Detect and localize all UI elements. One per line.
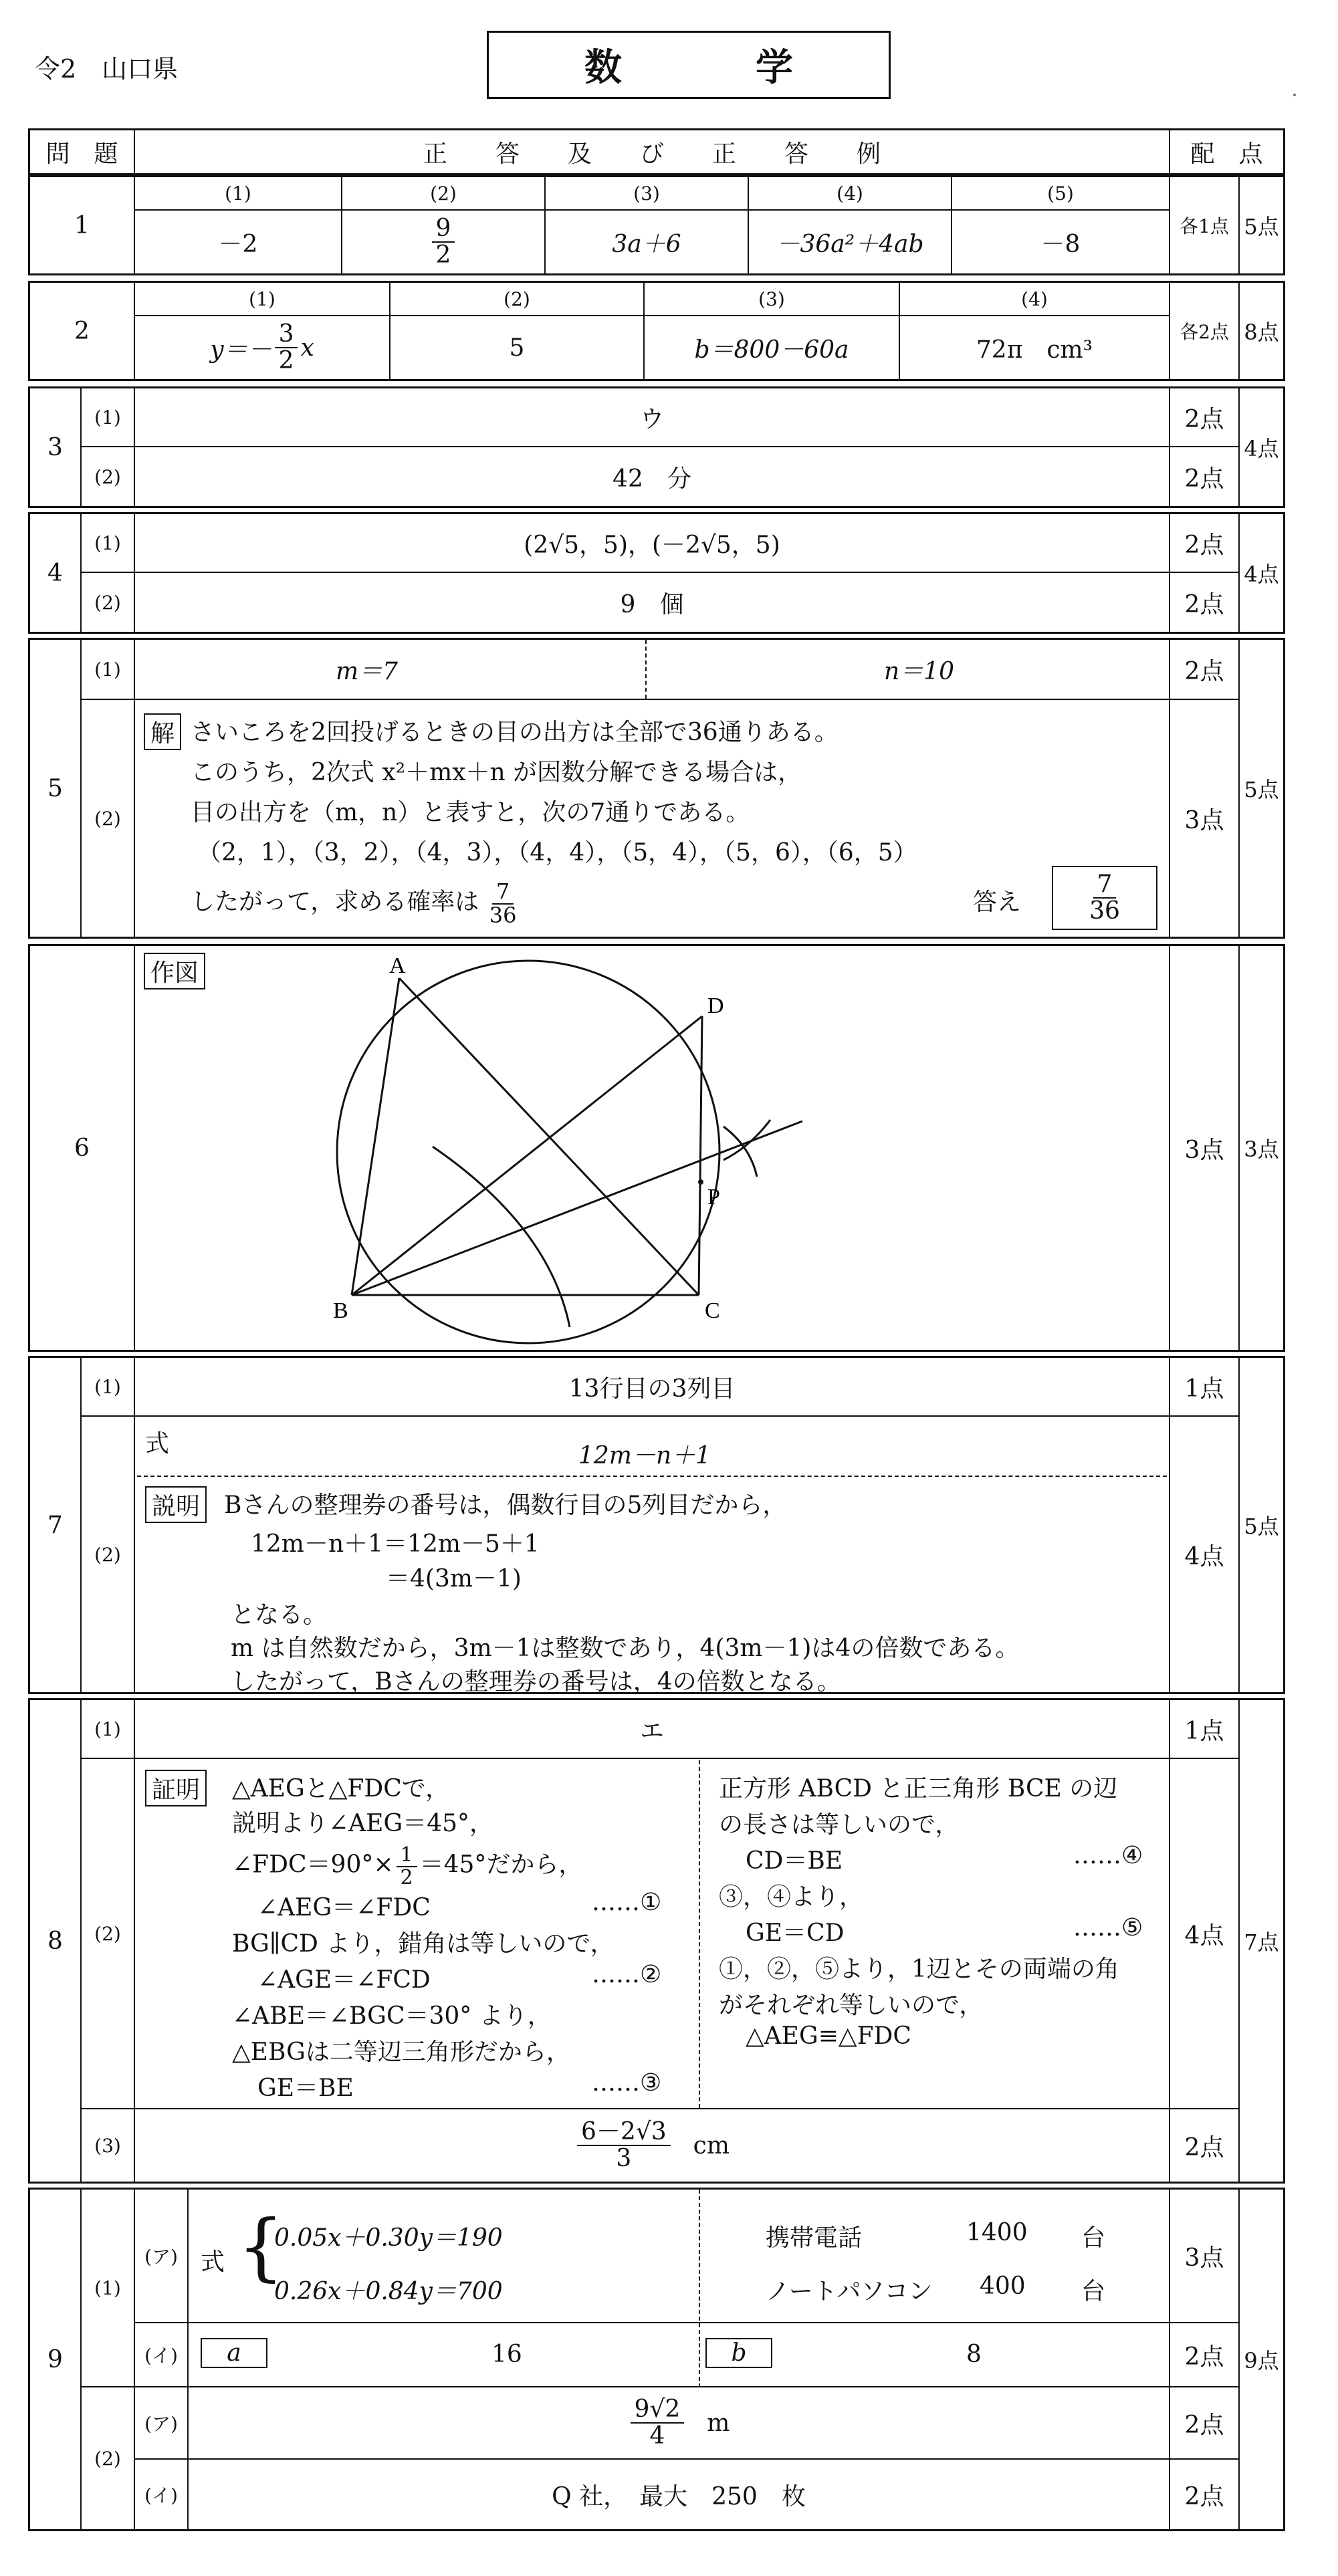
question-5 [28, 638, 1285, 939]
q4-answer-1: (2√5，5)，(－2√5，5) [135, 514, 1169, 573]
subject-b: 学 [756, 45, 793, 90]
header-answer: 正 答 及 び 正 答 例 [423, 140, 881, 168]
q6-construction-figure [135, 946, 1169, 1350]
q9-2a-label: (ア) [135, 2387, 189, 2460]
q9-phone-unit: 台 [1081, 2224, 1106, 2252]
q5-number: 5 [30, 640, 82, 937]
q5-answer-m: m＝7 [336, 657, 399, 685]
question-8 [28, 1698, 1285, 2184]
q2-a1-pre: y＝－ [210, 336, 272, 364]
q1-each: 各1点 [1169, 177, 1240, 273]
q4-sub-2: (2) [82, 573, 135, 632]
q9-1i-area [189, 2323, 1169, 2387]
q5-line-4: （2，1），（3，2），（4，3），（4，4），（5，4），（5，6），（6，5） [197, 839, 917, 866]
label-a: A [389, 953, 406, 978]
q8-left-9: ……② [592, 1961, 662, 1988]
q8-half-num: 1 [397, 1845, 417, 1867]
q8-right-7: ……⑤ [1073, 1914, 1143, 1942]
q8-left-3b: ＝45°だから， [419, 1851, 583, 1879]
q5-ans-den: 36 [1089, 897, 1120, 925]
q1-label-3: (3) [546, 177, 749, 211]
q7-shiki-label: 式 [145, 1430, 170, 1457]
q9-value-a: 16 [491, 2341, 522, 2368]
label-b: B [333, 1298, 348, 1323]
q7-answer-1: 13行目の3列目 [135, 1358, 1169, 1417]
q9-2a-unit: m [707, 2409, 730, 2437]
q7-expression: 12m－n＋1 [578, 1442, 711, 1470]
q9-phone-label: 携帯電話 [766, 2224, 863, 2252]
q8-a3-unit: cm [693, 2131, 730, 2159]
q7-points-2: 4点 [1169, 1417, 1240, 1692]
q2-number: 2 [30, 283, 135, 379]
header-left: 令2 山口県 [35, 54, 179, 84]
q8-half-den: 2 [400, 1865, 413, 1889]
q8-answer-3 [135, 2109, 1169, 2182]
question-7 [28, 1356, 1285, 1694]
q5-frac-num: 7 [492, 881, 514, 905]
q2-answer-3: b＝800－60a [645, 316, 900, 379]
q8-left-3a: ∠FDC＝90°× [232, 1851, 394, 1879]
q8-left-2: 説明より∠AEG＝45°， [232, 1810, 494, 1837]
q9-number: 9 [30, 2190, 82, 2529]
q9-points-1a: 3点 [1169, 2190, 1240, 2323]
q2-total: 8点 [1244, 320, 1279, 345]
q1-label-1: (1) [135, 177, 342, 211]
q8-left-7: BG∥CD より，錯角は等しいので， [232, 1930, 615, 1958]
q5-ans-num: 7 [1093, 872, 1117, 899]
q9-brace: { [237, 2204, 284, 2289]
q9-2a-answer [189, 2387, 1169, 2460]
q4-answer-2: 9 個 [620, 590, 684, 618]
q8-number: 8 [30, 1700, 82, 2182]
q1-label-5: (5) [952, 177, 1169, 211]
header-score: 配 点 [1169, 130, 1283, 173]
q3-answer-2: 42 分 [612, 465, 691, 493]
q2-answer-2: 5 [391, 316, 645, 379]
question-6 [28, 944, 1285, 1352]
q8-points-1: 1点 [1169, 1700, 1240, 1759]
q4-number: 4 [30, 514, 82, 632]
q7-line-5: m は自然数だから，3m－1は整数であり，4(3m－1)は4の倍数である。 [231, 1635, 1020, 1662]
q1-total: 5点 [1244, 214, 1279, 239]
q9-1a-label: (ア) [135, 2190, 189, 2323]
q9-phone-count: 1400 [966, 2219, 1028, 2246]
q5-answer-box [1052, 866, 1157, 930]
q7-line-1: Bさんの整理券の番号は，偶数行目の5列目だから， [224, 1492, 787, 1519]
q7-line-4: となる。 [231, 1601, 328, 1629]
q7-line-3: ＝4(3m－1) [386, 1565, 522, 1593]
q5-row-1 [135, 640, 1169, 700]
q8-a3-num: 6－2√3 [577, 2119, 671, 2146]
q7-points-1: 1点 [1169, 1358, 1240, 1417]
q9-pc-count: 400 [980, 2272, 1026, 2300]
q5-line-3: 目の出方を（m，n）と表すと，次の7通りである。 [191, 799, 750, 826]
subject-title [487, 31, 891, 99]
q9-points-2i: 2点 [1169, 2460, 1240, 2529]
construction-arc-cross-2 [723, 1127, 757, 1177]
q8-sub-2: (2) [82, 1759, 135, 2109]
q6-number: 6 [30, 946, 135, 1350]
q8-divider [699, 1760, 700, 2108]
q1-a2-den: 2 [435, 241, 451, 269]
q9-pc-label: ノートパソコン [766, 2278, 933, 2305]
q8-left-5: ∠AEG＝∠FDC [257, 1894, 431, 1921]
q4-points-1: 2点 [1169, 514, 1240, 573]
q8-left-8: ∠AGE＝∠FCD [257, 1966, 431, 1994]
construction-arc-cross-1 [723, 1120, 770, 1160]
q3-number: 3 [30, 388, 82, 506]
q8-right-5: ③，④より， [719, 1883, 864, 1911]
q3-answer-1: ウ [135, 388, 1169, 447]
circle [337, 961, 719, 1343]
q3-sub-1: (1) [82, 388, 135, 447]
q5-conclusion [191, 881, 519, 927]
q9-2i-answer: Q 社， 最大 250 枚 [552, 2482, 806, 2510]
q9-value-b: 8 [966, 2341, 982, 2368]
q8-right-2: の長さは等しいので， [719, 1811, 960, 1839]
q9-sub-2: (2) [82, 2387, 135, 2529]
q9-eq-1: 0.05x＋0.30y＝190 [274, 2224, 503, 2252]
subject-a: 数 [584, 45, 622, 90]
q4-points-2: 2点 [1169, 573, 1240, 632]
q8-left-3 [232, 1845, 582, 1888]
q8-left-10: ∠ABE＝∠BGC＝30° より， [232, 2002, 552, 2030]
q9-box-a: a [201, 2338, 267, 2368]
q5-conclusion-text: したがって，求める確率は [191, 888, 479, 916]
q1-answer-2 [342, 211, 546, 273]
q9-box-b: b [705, 2338, 772, 2368]
q1-a2-num: 9 [432, 216, 455, 243]
q1-label-4: (4) [749, 177, 952, 211]
q5-answer-label: 答え [973, 889, 1022, 916]
q5-points-1: 2点 [1169, 640, 1240, 700]
q9-1i-label: (イ) [135, 2323, 189, 2387]
q2-label-1: (1) [135, 283, 391, 316]
q1-number: 1 [30, 177, 135, 273]
q9-2a-num: 9√2 [631, 2397, 685, 2424]
q6-label: 作図 [144, 953, 205, 989]
q2-label-4: (4) [900, 283, 1169, 316]
point-p-dot [698, 1179, 703, 1185]
q5-line-1: さいころを2回投げるときの目の出方は全部で36通りある。 [191, 719, 839, 746]
q4-total: 4点 [1244, 562, 1279, 587]
q1-answer-5: －8 [1040, 230, 1081, 258]
q3-points-1: 2点 [1169, 388, 1240, 447]
segment-ab [352, 978, 399, 1295]
q8-left-13: ……③ [592, 2069, 662, 2097]
q8-points-2: 4点 [1169, 1759, 1240, 2109]
q9-points-1i: 2点 [1169, 2323, 1240, 2387]
segment-dc [699, 1016, 702, 1295]
q3-points-2: 2点 [1169, 447, 1240, 506]
q7-sub-2: (2) [82, 1417, 135, 1692]
q8-points-3: 2点 [1169, 2109, 1240, 2182]
q8-right-3: CD＝BE [746, 1847, 843, 1875]
question-3 [28, 386, 1285, 508]
q6-total: 3点 [1244, 1137, 1279, 1162]
q8-left-6: ……① [592, 1889, 662, 1916]
q9-pc-unit: 台 [1081, 2278, 1106, 2305]
bisector-line [352, 1121, 802, 1295]
q3-sub-2: (2) [82, 447, 135, 506]
q7-divider [137, 1476, 1167, 1477]
q8-right-9: がそれぞれ等しいので， [719, 1992, 984, 2019]
q8-sub-1: (1) [82, 1700, 135, 1759]
q5-answer-n: n＝10 [884, 657, 954, 685]
q5-sub-1: (1) [82, 640, 135, 700]
q2-answer-4: 72π cm³ [976, 336, 1093, 364]
q5-kai-label: 解 [144, 713, 181, 750]
segment-bd [352, 1016, 702, 1295]
q7-setsumei-label: 説明 [145, 1486, 207, 1523]
q8-right-8: ①，②，⑤より，1辺とその両端の角 [719, 1956, 1119, 1983]
q9-2i-label: (イ) [135, 2460, 189, 2529]
q4-sub-1: (1) [82, 514, 135, 573]
label-p: P [707, 1185, 720, 1209]
q5-line-2: このうち，2次式 x²＋mx＋n が因数分解できる場合は， [191, 759, 802, 786]
q7-line-2: 12m－n＋1＝12m－5＋1 [251, 1530, 540, 1558]
q2-label-2: (2) [391, 283, 645, 316]
q8-right-6: GE＝CD [746, 1919, 845, 1947]
q7-sub-1: (1) [82, 1358, 135, 1417]
q8-right-10: △AEG≡△FDC [746, 2022, 911, 2050]
q8-a3-den: 3 [616, 2145, 632, 2172]
q5-sub-2: (2) [82, 700, 135, 937]
q9-eq-2: 0.26x＋0.84y＝700 [274, 2278, 503, 2305]
question-1 [28, 175, 1285, 275]
q2-a1-den: 2 [278, 347, 294, 374]
q9-shiki-label: 式 [201, 2248, 225, 2276]
label-d: D [707, 993, 724, 1018]
q7-line-6: したがって，Bさんの整理券の番号は，4の倍数となる。 [231, 1668, 841, 1695]
q8-total: 7点 [1244, 1929, 1279, 1955]
question-9 [28, 2188, 1285, 2531]
q9-sub-1: (1) [82, 2190, 135, 2387]
label-c: C [705, 1298, 720, 1323]
q5-points-2: 3点 [1169, 700, 1240, 937]
q8-sub-3: (3) [82, 2109, 135, 2182]
q2-a1-num: 3 [275, 322, 298, 348]
q2-a1-post: x [300, 334, 314, 362]
q7-number: 7 [30, 1358, 82, 1692]
question-4 [28, 512, 1285, 634]
q9-2a-den: 4 [649, 2422, 665, 2450]
q8-left-1: △AEGと△FDCで， [232, 1775, 450, 1802]
q2-label-3: (3) [645, 283, 900, 316]
q6-points: 3点 [1169, 946, 1240, 1350]
q1-answer-3: 3a＋6 [546, 211, 749, 273]
q7-total: 5点 [1244, 1514, 1279, 1539]
q3-total: 4点 [1244, 436, 1279, 461]
q1-label-2: (2) [342, 177, 546, 211]
q8-right-4: ……④ [1073, 1842, 1143, 1869]
q5-divider [645, 640, 647, 699]
header-problem: 問 題 [30, 130, 135, 173]
q1-answer-4: －36a²＋4ab [749, 211, 952, 273]
segment-ac [399, 978, 699, 1295]
q8-left-11: △EBGは二等辺三角形だから， [232, 2038, 570, 2066]
q8-left-12: GE＝BE [257, 2075, 354, 2102]
q9-total: 9点 [1244, 2348, 1279, 2373]
q9-points-2a: 2点 [1169, 2387, 1240, 2460]
q2-answer-1 [135, 316, 391, 379]
decorative-dot [1293, 94, 1296, 96]
q8-shomei-label: 証明 [145, 1770, 207, 1806]
q5-total: 5点 [1244, 777, 1279, 802]
q5-frac-den: 36 [489, 902, 517, 928]
q8-right-1: 正方形 ABCD と正三角形 BCE の辺 [719, 1775, 1118, 1802]
q1-answer-1: －2 [135, 211, 342, 273]
q8-answer-1: エ [135, 1700, 1169, 1759]
table-header [28, 128, 1285, 175]
q2-each: 各2点 [1169, 283, 1240, 379]
question-2 [28, 281, 1285, 381]
